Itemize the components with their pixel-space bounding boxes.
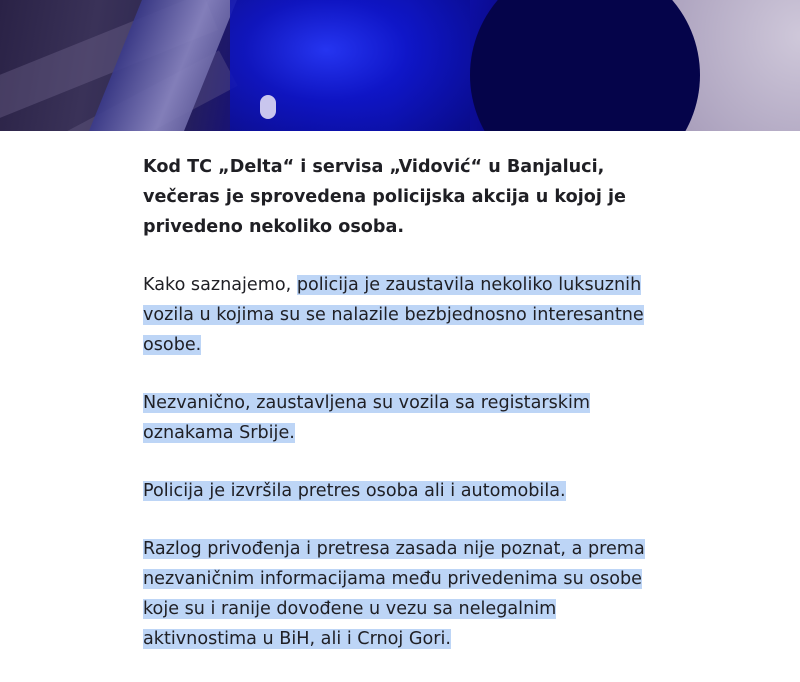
hero-image — [0, 0, 800, 131]
article-body — [143, 152, 673, 682]
article-paragraph — [143, 270, 673, 360]
selected-text[interactable]: policija je zaustavila nekoliko luksuznih vozila u kojima su se nalazile bezbjednosno interesantne osobe. — [143, 275, 644, 355]
wheel-arch — [470, 0, 700, 131]
paragraph-text: Kako saznajemo, — [143, 275, 297, 295]
article-paragraph — [143, 534, 673, 654]
article-lead: Kod TC „Delta“ i servisa „Vidović“ u Banjaluci, večeras je sprovedena policijska akcija u kojoj je privedeno nekoliko osoba. — [143, 157, 626, 237]
door-handle — [260, 95, 276, 119]
selected-text[interactable]: Razlog privođenja i pretresa zasada nije poznat, a prema nezvaničnim informacijama među privedenima su osobe koje su i ranije dovođene u vezu sa nelegalnim aktivnostima u BiH, ali i Crnoj Gori. — [143, 539, 645, 649]
article-paragraph — [143, 476, 673, 506]
article-paragraph — [143, 388, 673, 448]
selected-text[interactable]: Nezvanično, zaustavljena su vozila sa registarskim oznakama Srbije. — [143, 393, 590, 443]
selected-text[interactable]: Policija je izvršila pretres osoba ali i automobila. — [143, 481, 566, 501]
